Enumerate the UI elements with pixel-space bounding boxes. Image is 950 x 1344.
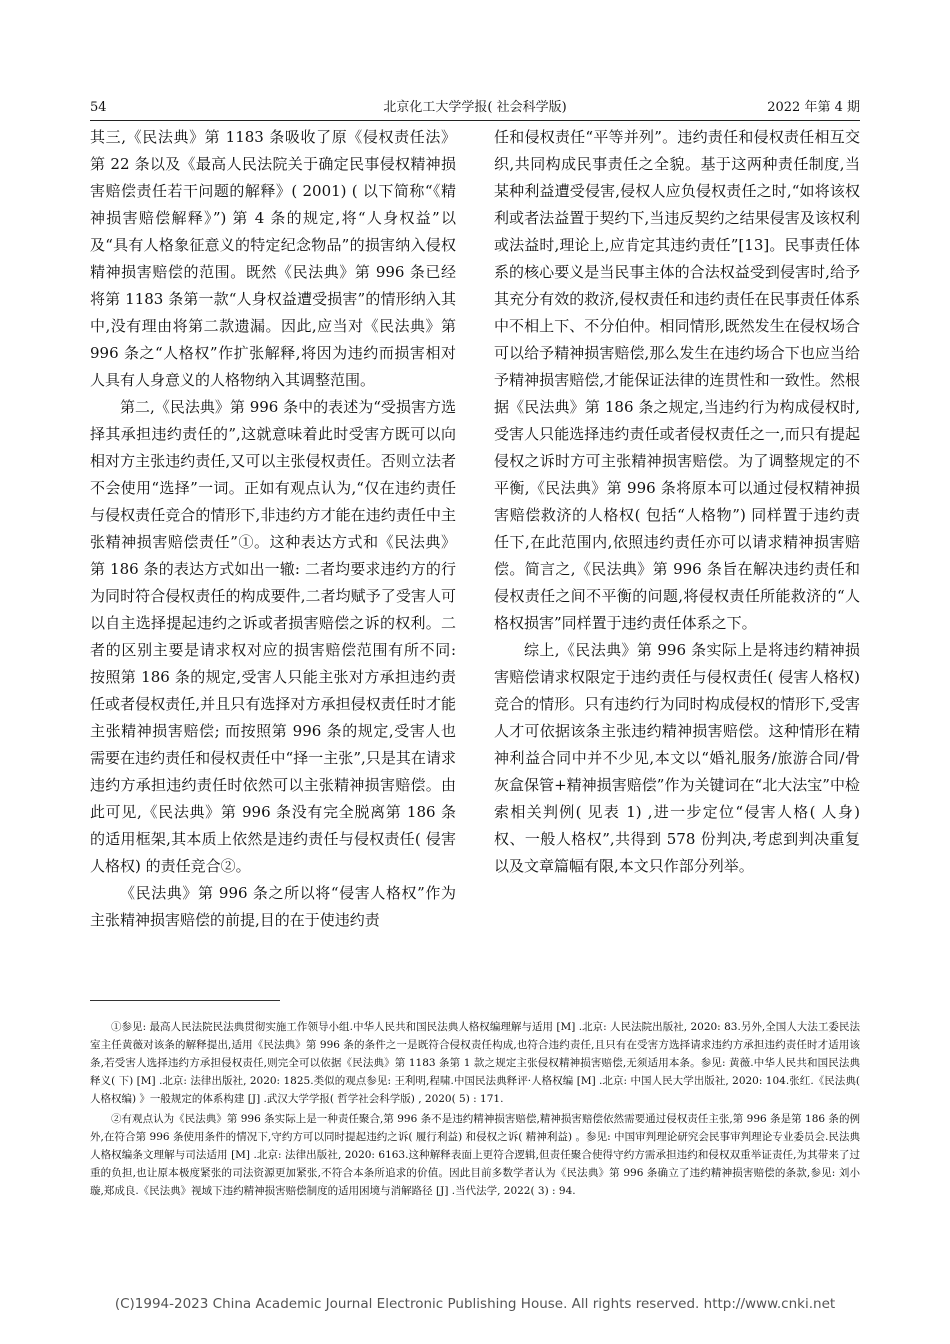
paragraph: 任和侵权责任“平等并列”。违约责任和侵权责任相互交织,共同构成民事责任之全貌。基于这两种责任制度,当某种利益遭受侵害,侵权人应负侵权责任之时,“如将该权利或者法益置于契约下,当违反契约之结果侵害及该权利或法益时,理论上,应肯定其违约责任”[13]。民事责任体系的核心要义是当民事主体的合法权益受到侵害时,给予其充分有效的救济,侵权责任和违约责任在民事责任体系中不相上下、不分伯仲。相同情形,既然发生在侵权场合可以给予精神损害赔偿,那么发生在违约场合下也应当给予精神损害赔偿,才能保证法律的连贯性和一致性。然根据《民法典》第 186 条之规定,当违约行为构成侵权时,受害人只能选择违约责任或者侵权责任之一,而只有提起侵权之诉时方可主张精神损害赔偿。为了调整规定的不平衡,《民法典》第 996 条将原本可以通过侵权精神损害赔偿救济的人格权( 包括“人格物”) 同样置于违约责任下,在此范围内,依照违约责任亦可以请求精神损害赔偿。简言之,《民法典》第 996 条旨在解决违约责任和侵权责任之间不平衡的问题,将侵权责任所能救济的“人格权损害”同样置于违约责任体系之下。 (494, 128, 860, 632)
paragraph: 综上,《民法典》第 996 条实际上是将违约精神损害赔偿请求权限定于违约责任与侵权责任( 侵害人格权) 竞合的情形。只有违约行为同时构成侵权的情形下,受害人才可依据该条主张违约精神损害赔偿。这种情形在精神利益合同中并不少见,本文以“婚礼服务/旅游合同/骨灰盒保管+精神损害赔偿”作为关键词在“北大法宝”中检索相关判例( 见表 1) ,进一步定位“侵害人格( 人身) 权、一般人格权”,共得到 578 份判决,考虑到判决重复以及文章篇幅有限,本文只作部分列举。 (494, 641, 860, 875)
paragraph: 《民法典》第 996 条之所以将“侵害人格权”作为主张精神损害赔偿的前提,目的在于使违约责 (90, 884, 456, 929)
paragraph: 其三,《民法典》第 1183 条吸收了原《侵权责任法》第 22 条以及《最高人民法院关于确定民事侵权精神损害赔偿责任若干问题的解释》( 2001) ( 以下简称“《精神损害赔偿解释》”) 第 4 条的规定,将“人身权益”以及“具有人格象征意义的特定纪念物品”的损害纳入侵权精神损害赔偿的范围。既然《民法典》第 996 条已经将第 1183 条第一款“人身权益遭受损害”的情形纳入其中,没有理由将第二款遗漏。因此,应当对《民法典》第 996 条之“人格权”作扩张解释,将因为违约而损害相对人具有人身意义的人格物纳入其调整范围。 (90, 128, 456, 389)
left-column (90, 124, 456, 934)
journal-title: 北京化工大学学报( 社会科学版) (383, 100, 567, 115)
paragraph: 第二,《民法典》第 996 条中的表述为“受损害方选择其承担违约责任的”,这就意味着此时受害方既可以向相对方主张违约责任,又可以主张侵权责任。否则立法者不会使用“选择”一词。正如有观点认为,“仅在违约责任与侵权责任竞合的情形下,非违约方才能在违约责任中主张精神损害赔偿责任”①。这种表达方式和《民法典》第 186 条的表达方式如出一辙: 二者均要求违约方的行为同时符合侵权责任的构成要件,二者均赋予了受害人可以自主选择提起违约之诉或者损害赔偿之诉的权利。二者的区别主要是请求权对应的损害赔偿范围有所不同: 按照第 186 条的规定,受害人只能主张对方承担违约责任或者侵权责任,并且只有选择对方承担侵权责任时才能主张精神损害赔偿; 而按照第 996 条的规定,受害人也需要在违约责任和侵权责任中“择一主张”,只是其在请求违约方承担违约责任时依然可以主张精神损害赔偿。由此可见,《民法典》第 996 条没有完全脱离第 186 条的适用框架,其本质上依然是违约责任与侵权责任( 侵害人格权) 的责任竞合②。 (90, 398, 456, 875)
issue-label: 2022 年第 4 期 (767, 100, 860, 115)
footnote: ②有观点认为《民法典》第 996 条实际上是一种责任聚合,第 996 条不是违约精神损害赔偿,精神损害赔偿依然需要通过侵权责任主张,第 996 条是第 186 条的例外,在符合第 996 条使用条件的情况下,守约方可以同时提起违约之诉( 履行利益) 和侵权之诉( 精神利益) 。参见: 中国审判理论研究会民事审判理论专业委员会.民法典人格权编条文理解与司法适用 [M] .北京: 法律出版社, 2020: 6163.这种解释表面上更符合逻辑,但责任聚合使得守约方需承担违约和侵权双重举证责任,为其带来了过重的负担,也让原本极度紧张的司法资源更加紧张,不符合本条所追求的价值。因此目前多数学者认为《民法典》第 996 条确立了违约精神损害赔偿的条款,参见: 刘小璇,郑成良.《民法典》视域下违约精神损害赔偿制度的适用困境与消解路径 [J] .当代法学, 2022( 3) : 94. (90, 1113, 860, 1197)
footnote-divider (90, 1000, 280, 1001)
footnote: ①参见: 最高人民法院民法典贯彻实施工作领导小组.中华人民共和国民法典人格权编理解与适用 [M] .北京: 人民法院出版社, 2020: 83.另外,全国人大法工委民法室主任黄薇对该条的解释提出,适用《民法典》第 996 条的条件之一是既符合侵权责任构成,也符合违约责任,且只有在受害方选择请求违约方承担违约责任时才适用该条,若受害人选择违约方承担侵权责任,则完全可以依据《民法典》第 1183 条第 1 款之规定主张侵权精神损害赔偿,无须适用本条。参见: 黄薇.中华人民共和国民法典释义( 下) [M] .北京: 法律出版社, 2020: 1825.类似的观点参见: 王利明,程啸.中国民法典释评·人格权编 [M] .北京: 中国人民大学出版社, 2020: 104.张红.《民法典( 人格权编) 》一般规定的体系构建 [J] .武汉大学学报( 哲学社会科学版) , 2020( 5) : 171. (90, 1021, 860, 1105)
footnotes (90, 1018, 860, 1202)
copyright-notice: (C)1994-2023 China Academic Journal Electronic Publishing House. All rights reserved. http://www.cnki.net (114, 1296, 836, 1312)
page-number: 54 (90, 100, 107, 115)
page-header (90, 96, 860, 121)
right-column (494, 124, 860, 880)
